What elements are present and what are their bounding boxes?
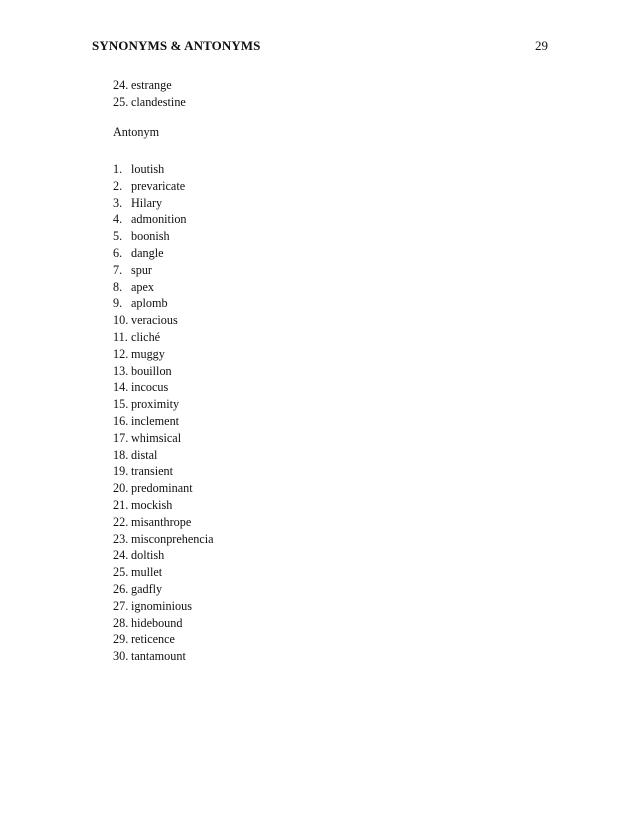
- list-item: [113, 648, 186, 665]
- item-word: loutish: [131, 162, 165, 176]
- item-word: gadfly: [131, 581, 163, 596]
- item-word: prevaricate: [131, 178, 186, 193]
- item-word: admonition: [131, 212, 187, 227]
- list-item: [113, 228, 170, 245]
- item-number: 17.: [113, 430, 129, 445]
- item-word: bouillon: [131, 363, 172, 378]
- item-word: boonish: [131, 229, 170, 244]
- item-number: 19.: [113, 464, 129, 479]
- item-number: 8.: [113, 279, 123, 294]
- item-number: 7.: [113, 262, 123, 277]
- item-word: dangle: [131, 245, 164, 260]
- item-number: 4.: [113, 212, 123, 227]
- list-item: [113, 329, 161, 346]
- item-word: apex: [131, 279, 155, 294]
- list-item: [113, 178, 186, 195]
- list-item: [113, 396, 180, 413]
- item-number: 24.: [113, 548, 129, 563]
- item-word: misconprehencia: [131, 531, 214, 546]
- item-word: aplomb: [131, 296, 168, 311]
- list-item: [113, 211, 187, 228]
- list-item: [113, 346, 165, 363]
- item-number: 18.: [113, 447, 129, 462]
- list-item: [113, 430, 182, 447]
- item-number: 26.: [113, 581, 129, 596]
- item-number: 2.: [113, 178, 123, 193]
- list-item: [113, 631, 175, 648]
- section-heading-antonym: Antonym: [113, 125, 160, 139]
- item-word: Hilary: [131, 195, 163, 210]
- item-word: clandestine: [131, 94, 186, 109]
- item-word: cliché: [131, 329, 161, 344]
- item-number: 10.: [113, 313, 129, 328]
- list-item: [113, 77, 172, 94]
- antonym-list: [113, 161, 214, 665]
- item-word: hidebound: [131, 615, 183, 630]
- list-item: [113, 480, 193, 497]
- list-item: [113, 514, 192, 531]
- item-number: 11.: [113, 329, 128, 344]
- item-word: misanthrope: [131, 514, 192, 529]
- item-number: 15.: [113, 397, 129, 412]
- item-number: 27.: [113, 598, 129, 613]
- list-item: [113, 245, 164, 262]
- synonym-list-continued: [113, 77, 186, 111]
- item-word: spur: [131, 262, 152, 277]
- list-item: [113, 463, 173, 480]
- item-number: 21.: [113, 497, 129, 512]
- item-number: 24.: [113, 78, 129, 92]
- list-item: [113, 295, 168, 312]
- item-number: 3.: [113, 195, 123, 210]
- item-word: distal: [131, 447, 158, 462]
- list-item: [113, 497, 173, 514]
- page-header: [92, 38, 548, 58]
- item-word: veracious: [131, 313, 178, 328]
- item-number: 23.: [113, 531, 129, 546]
- item-word: inclement: [131, 413, 180, 428]
- list-item: [113, 262, 152, 279]
- item-word: muggy: [131, 346, 165, 361]
- list-item: [113, 379, 169, 396]
- item-word: doltish: [131, 548, 165, 563]
- item-word: tantamount: [131, 649, 186, 664]
- list-item: [113, 195, 163, 212]
- item-number: 1.: [113, 162, 123, 176]
- item-number: 5.: [113, 229, 123, 244]
- list-item: [113, 547, 165, 564]
- list-item: [113, 581, 163, 598]
- item-number: 22.: [113, 514, 129, 529]
- item-number: 14.: [113, 380, 129, 395]
- item-word: mockish: [131, 497, 173, 512]
- list-item: [113, 531, 214, 548]
- item-number: 13.: [113, 363, 129, 378]
- header-title: SYNONYMS & ANTONYMS: [92, 38, 261, 53]
- list-item: [113, 447, 158, 464]
- item-word: mullet: [131, 565, 163, 580]
- list-item: [113, 312, 178, 329]
- item-number: 25.: [113, 565, 129, 580]
- page-number: 29: [535, 38, 548, 53]
- item-number: 16.: [113, 413, 129, 428]
- item-number: 12.: [113, 346, 129, 361]
- item-number: 29.: [113, 632, 129, 647]
- item-number: 30.: [113, 649, 129, 664]
- list-item: [113, 363, 172, 380]
- item-number: 20.: [113, 481, 129, 496]
- item-word: ignominious: [131, 598, 192, 613]
- item-word: whimsical: [131, 430, 182, 445]
- list-item: [113, 598, 192, 615]
- item-number: 6.: [113, 245, 123, 260]
- item-word: estrange: [131, 78, 172, 92]
- item-word: reticence: [131, 632, 175, 647]
- item-word: transient: [131, 464, 173, 479]
- list-item: [113, 161, 165, 178]
- item-number: 28.: [113, 615, 129, 630]
- list-item: [113, 564, 163, 581]
- item-word: proximity: [131, 397, 180, 412]
- list-item: [113, 94, 186, 111]
- list-item: [113, 279, 155, 296]
- item-number: 9.: [113, 296, 123, 311]
- item-word: incocus: [131, 380, 169, 395]
- item-word: predominant: [131, 481, 193, 496]
- item-number: 25.: [113, 94, 129, 109]
- list-item: [113, 615, 183, 632]
- list-item: [113, 413, 180, 430]
